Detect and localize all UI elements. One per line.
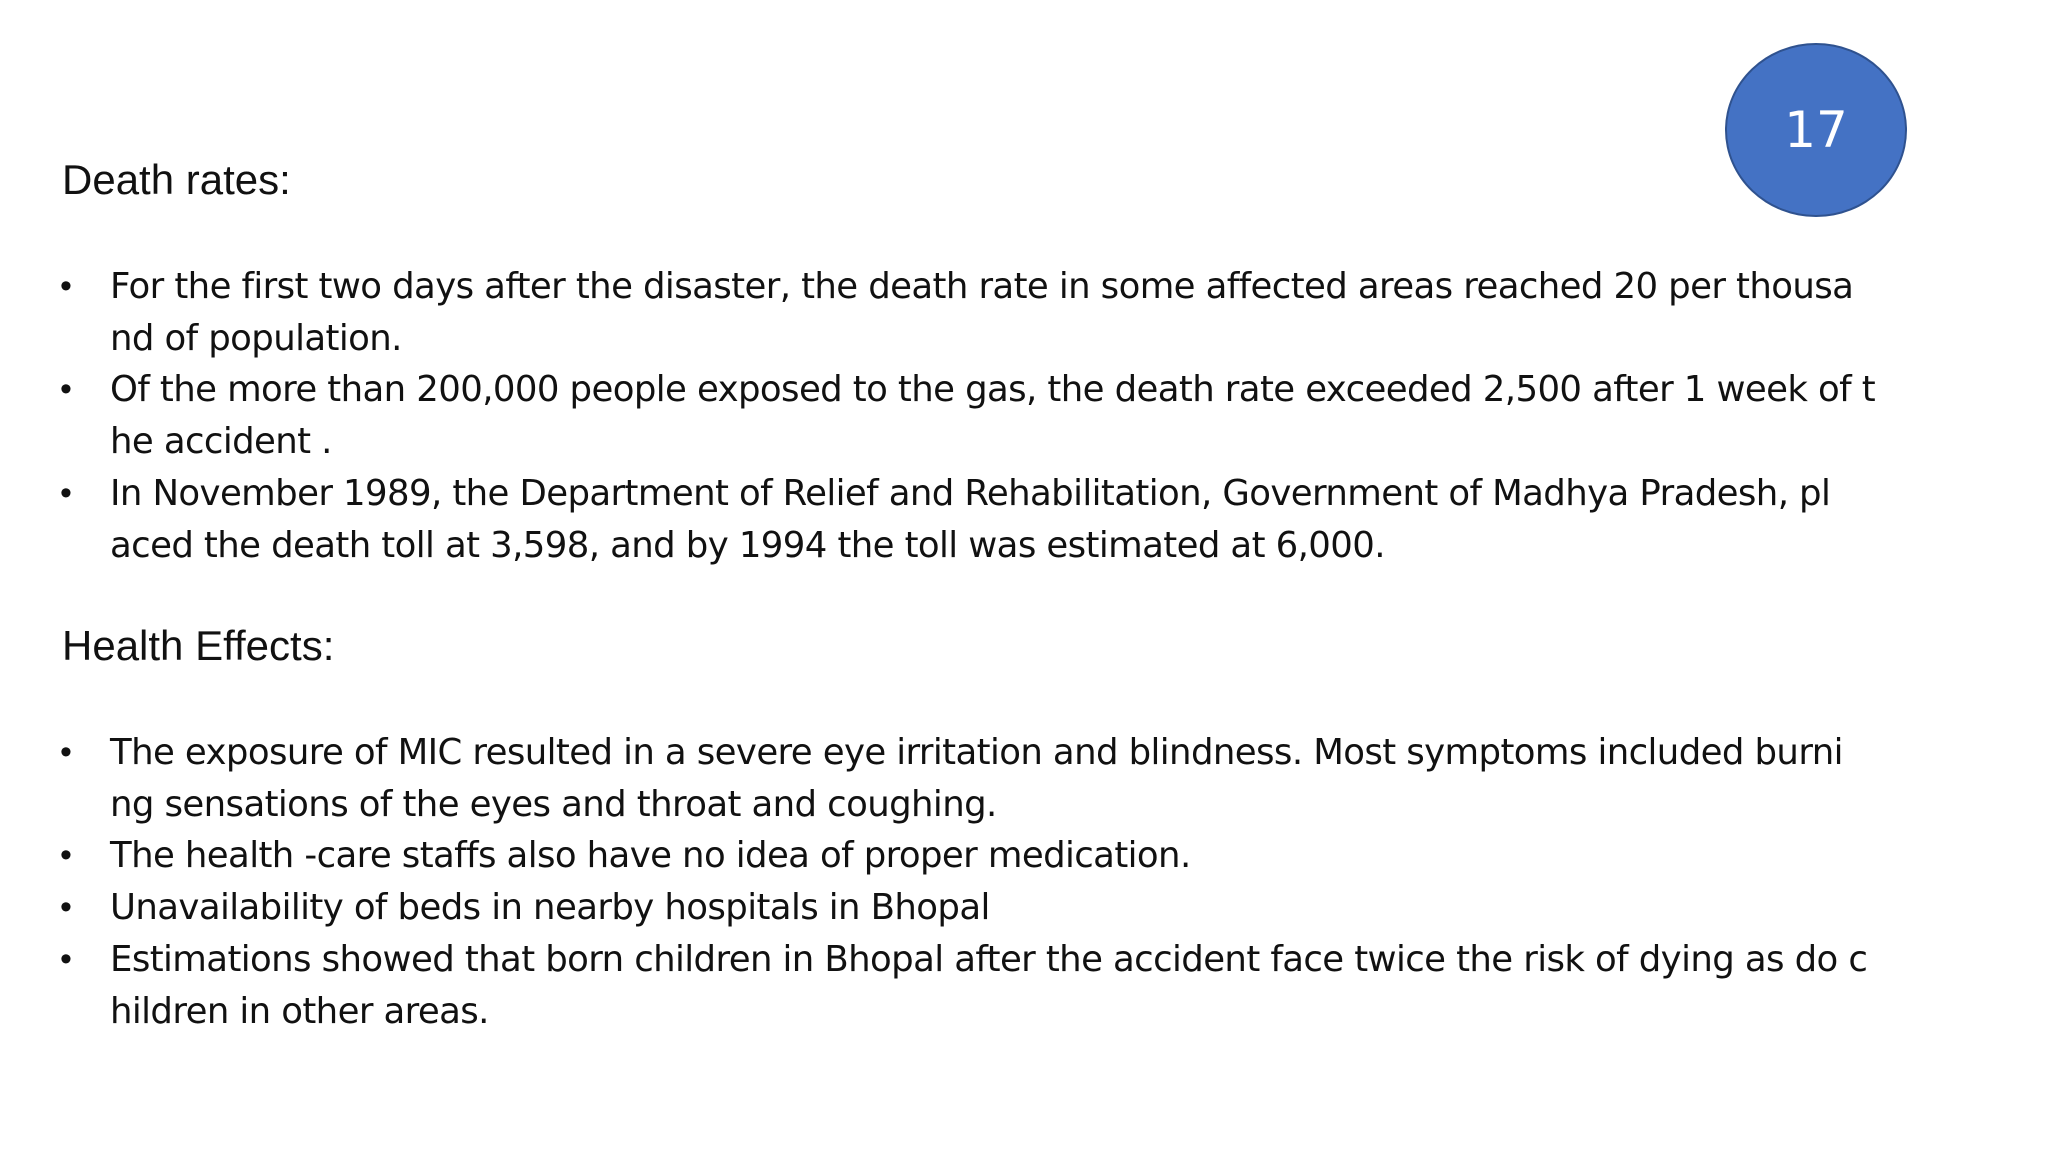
bullet-icon: • [60,888,72,927]
health-effects-list [0,727,2048,1037]
bullet-line: Estimations showed that born children in Bhopal after the accident face twice the risk of dying as do c [110,938,1868,980]
bullet-icon: • [60,267,72,305]
death-rates-heading: Death rates: [62,156,291,203]
death-rates-list [0,261,2048,571]
bullet-icon: • [60,939,72,978]
page-number: 17 [1784,101,1848,159]
bullet-line: The health -care staffs also have no idea of proper medication. [110,835,1191,877]
list-item [0,261,1930,364]
list-item [0,934,1930,1037]
list-item [0,882,1930,934]
bullet-line: Unavailability of beds in nearby hospitals in Bhopal [110,887,990,929]
bullet-line: hildren in other areas. [110,990,489,1032]
bullet-line: Of the more than 200,000 people exposed to the gas, the death rate exceeded 2,500 after 1 week of t [110,369,1876,411]
bullet-icon: • [60,473,72,512]
bullet-line: nd of population. [110,317,402,359]
list-item [0,727,1930,830]
bullet-line: ng sensations of the eyes and throat and coughing. [110,783,997,825]
page-number-badge [1725,43,1907,217]
bullet-line: For the first two days after the disaster, the death rate in some affected areas reached 20 per thousa [110,266,1854,307]
list-item [0,830,1930,882]
bullet-line: The exposure of MIC resulted in a severe eye irritation and blindness. Most symptoms included burni [110,732,1843,773]
list-item [0,364,1930,467]
health-effects-heading: Health Effects: [62,622,335,669]
bullet-icon: • [60,370,72,409]
bullet-line: aced the death toll at 3,598, and by 1994 the toll was estimated at 6,000. [110,524,1385,566]
list-item [0,468,1930,571]
bullet-icon: • [60,733,72,771]
bullet-icon: • [60,836,72,875]
bullet-line: In November 1989, the Department of Relief and Rehabilitation, Government of Madhya Pradesh, pl [110,472,1831,514]
bullet-line: he accident . [110,421,332,463]
